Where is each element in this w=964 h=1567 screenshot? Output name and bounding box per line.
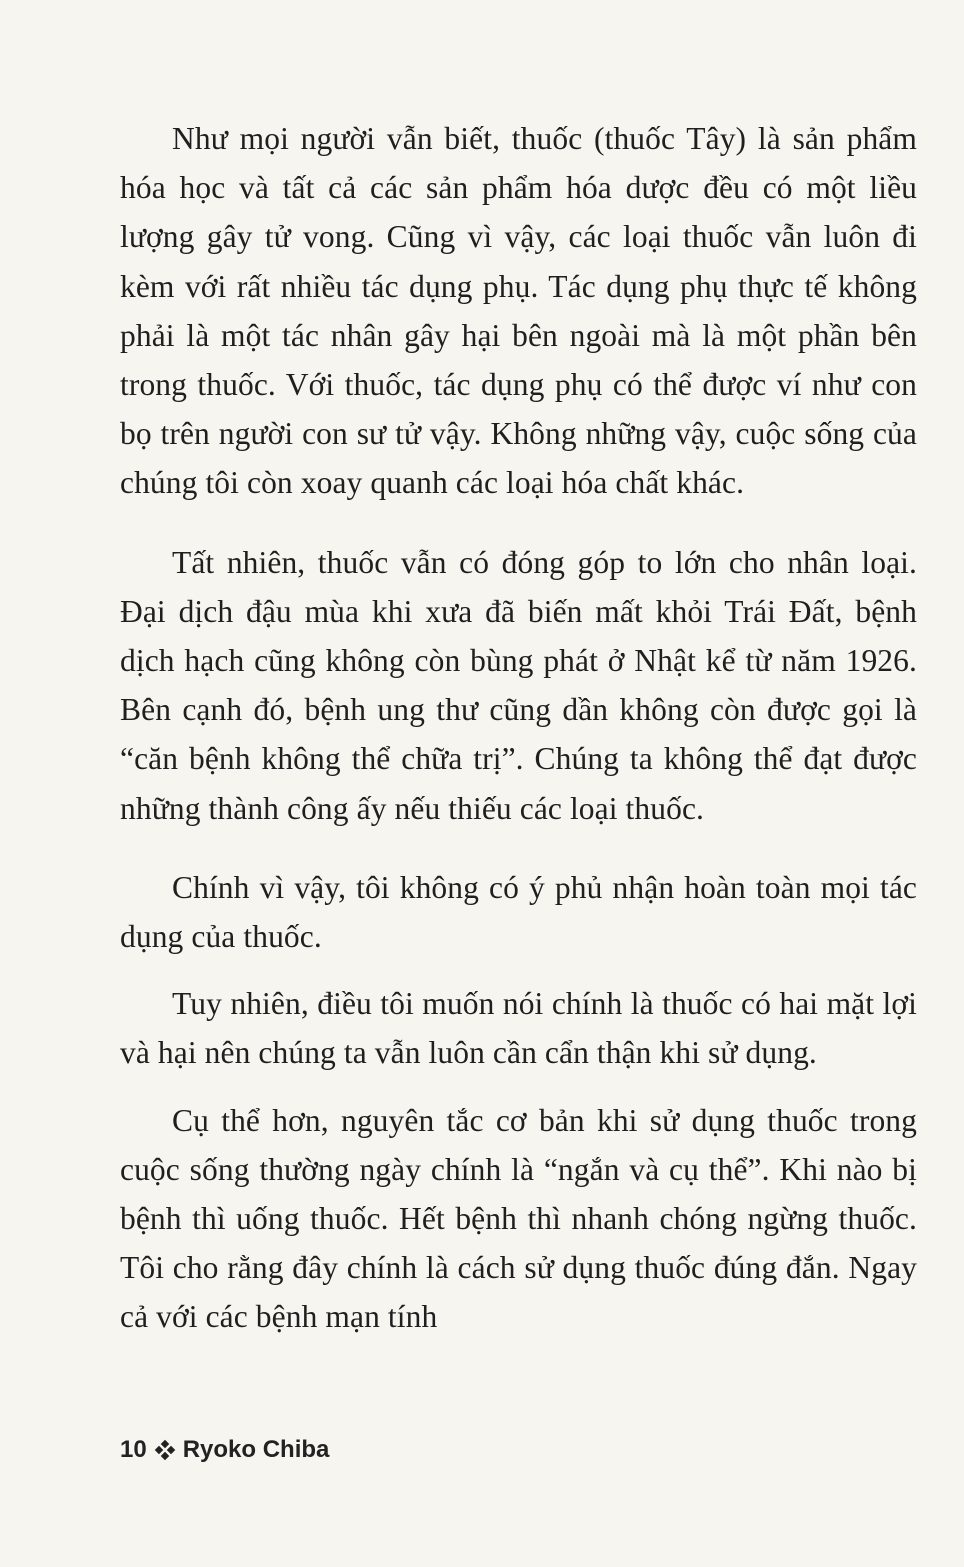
page-number: 10 <box>120 1436 147 1463</box>
paragraph: Như mọi người vẫn biết, thuốc (thuốc Tây) là sản phẩm hóa học và tất cả các sản phẩm hóa dược đều có một liều lượng gây tử vong. Cũng vì vậy, các loại thuốc vẫn luôn đi kèm với rất nhiều tác dụng phụ. Tác dụng phụ thực tế không phải là một tác nhân gây hại bên ngoài mà là một phần bên trong thuốc. Với thuốc, tác dụng phụ có thể được ví như con bọ trên người con sư tử vậy. Không những vậy, cuộc sống của chúng tôi còn xoay quanh các loại hóa chất khác. <box>120 121 917 501</box>
paragraph: Tất nhiên, thuốc vẫn có đóng góp to lớn cho nhân loại. Đại dịch đậu mùa khi xưa đã biến mất khỏi Trái Đất, bệnh dịch hạch cũng không còn bùng phát ở Nhật kể từ năm 1926. Bên cạnh đó, bệnh ung thư cũng dần không còn được gọi là “căn bệnh không thể chữa trị”. Chúng ta không thể đạt được những thành công ấy nếu thiếu các loại thuốc. <box>120 544 917 826</box>
author-name: Ryoko Chiba <box>182 1436 330 1463</box>
body-text <box>120 114 917 1342</box>
four-diamond-ornament-icon <box>155 1440 175 1460</box>
paragraph: Chính vì vậy, tôi không có ý phủ nhận hoàn toàn mọi tác dụng của thuốc. <box>120 869 917 955</box>
page-footer <box>120 1436 329 1464</box>
paragraph: Tuy nhiên, điều tôi muốn nói chính là thuốc có hai mặt lợi và hại nên chúng ta vẫn luôn cần cẩn thận khi sử dụng. <box>120 986 917 1071</box>
paragraph: Cụ thể hơn, nguyên tắc cơ bản khi sử dụng thuốc trong cuộc sống thường ngày chính là “ngắn và cụ thể”. Khi nào bị bệnh thì uống thuốc. Hết bệnh thì nhanh chóng ngừng thuốc. Tôi cho rằng đây chính là cách sử dụng thuốc đúng đắn. Ngay cả với các bệnh mạn tính <box>120 1102 917 1335</box>
